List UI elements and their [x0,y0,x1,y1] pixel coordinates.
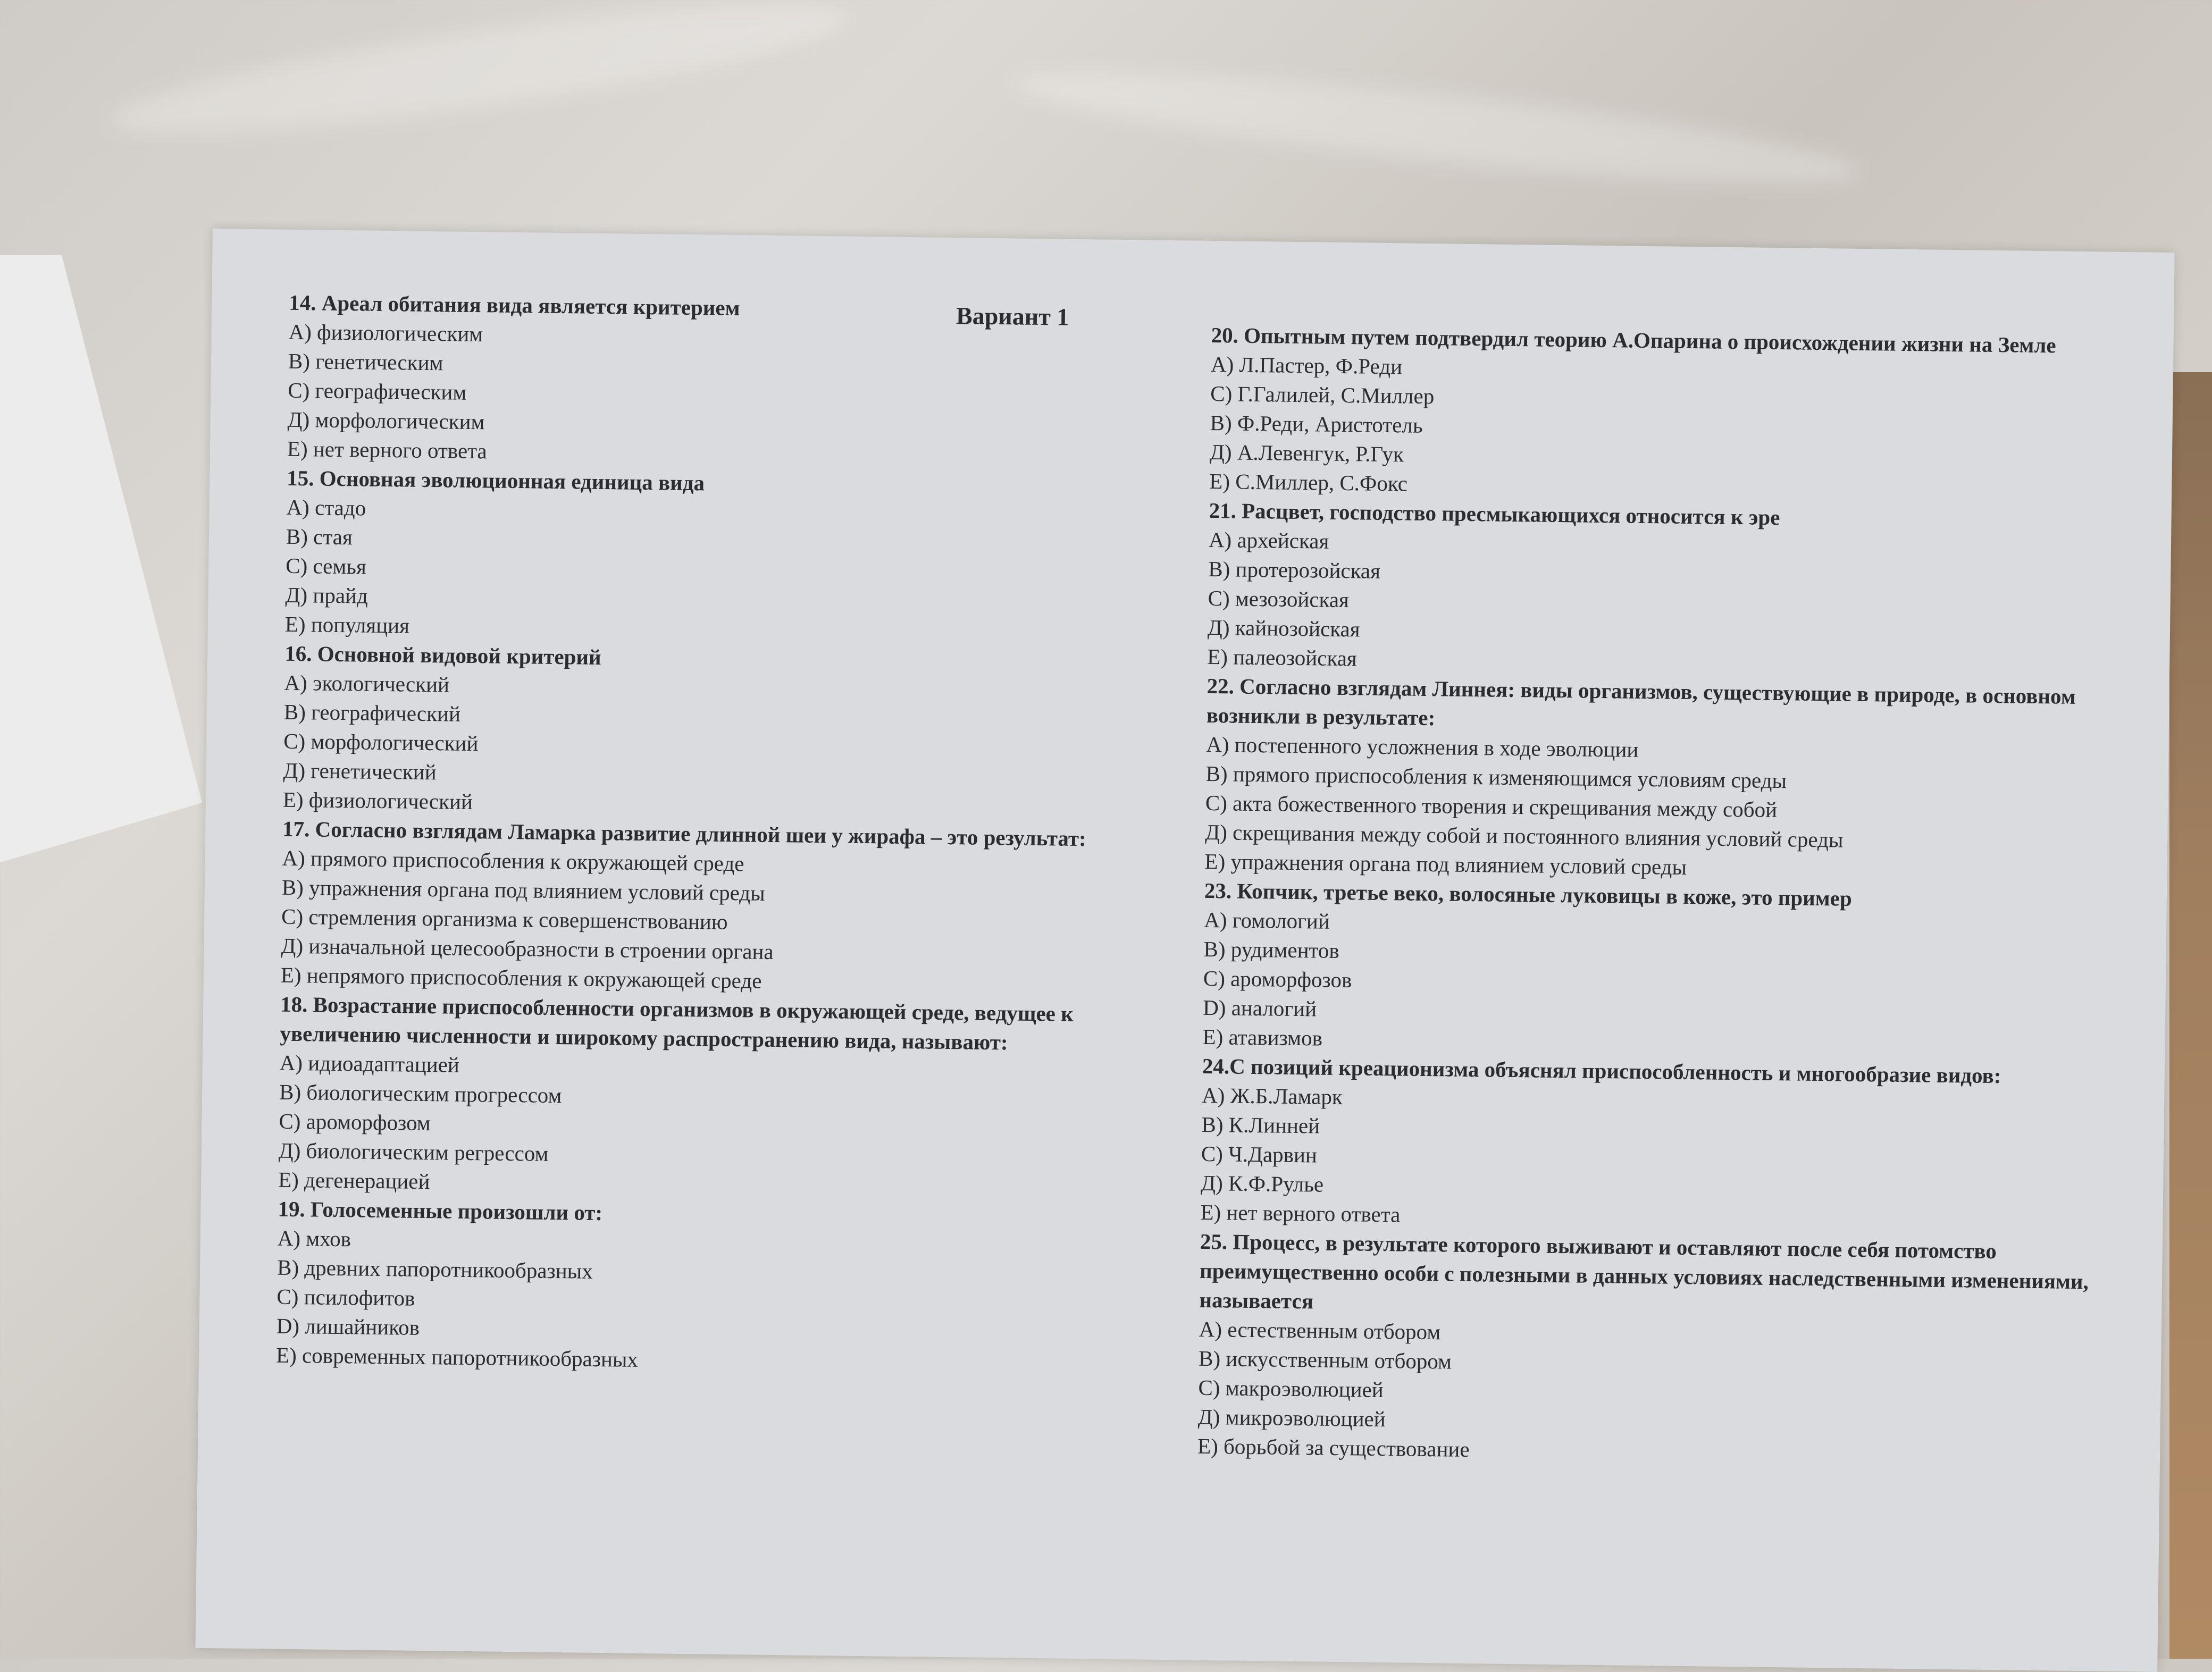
answer-option: Е) непрямого приспособления к окружающей среде [280,962,762,993]
answer-option: D) лишайников [276,1313,420,1340]
answer-option: С) ароморфозом [279,1108,431,1136]
answer-option: В) протерозойская [1208,556,1381,583]
answer-option: В) генетическим [288,348,443,375]
right-column [1197,321,2115,1472]
answer-option: А) стадо [286,494,366,520]
answer-option: Е) палеозойская [1207,644,1358,671]
test-sheet [195,229,2174,1672]
answer-option: А) Л.Пастер, Ф.Реди [1210,351,1403,379]
answer-option: А) естественным отбором [1199,1316,1441,1345]
answer-option: В) Ф.Реди, Аристотель [1210,410,1423,438]
answer-option: Е) С.Миллер, С.Фокс [1209,468,1408,496]
question-title: 17. Согласно взглядам Ламарка развитие длинной шеи у жирафа – это результат: [282,816,1086,851]
question-title: 21. Расцвет, господство пресмыкающихся относится к эре [1209,498,1780,530]
answer-option: А) идиоадаптацией [279,1050,460,1077]
answer-option: В) биологическим прогрессом [279,1079,562,1108]
answer-option: В) рудиментов [1203,936,1340,963]
question-title: 15. Основная эволюционная единица вида [287,465,705,495]
answer-option: Е) дегенерацией [278,1167,430,1194]
answer-option: D) аналогий [1202,995,1317,1021]
answer-option: Е) атавизмов [1202,1024,1323,1051]
answer-option: В) древних папоротникообразных [276,1255,593,1283]
answer-option: С) мезозойская [1208,585,1350,612]
answer-option: А) Ж.Б.Ламарк [1201,1082,1343,1110]
question-title: 20. Опытным путем подтвердил теорию А.Опарина о происхождении жизни на Земле [1211,322,2056,358]
answer-option: С) стремления организма к совершенствованию [281,904,728,934]
answer-option: С) Г.Галилей, С.Миллер [1210,381,1435,409]
answer-option: С) псилофитов [276,1284,415,1310]
question-title: 22. Согласно взглядам Линнея: виды организмов, существующие в природе, в основном возникли в результате: [1206,673,2076,730]
answer-option: С) акта божественного творения и скрещивания между собой [1205,790,1778,822]
question-title: 23. Копчик, третье веко, волосяные луковицы в коже, это пример [1204,878,1853,911]
answer-option: В) прямого приспособления к изменяющимся условиям среды [1205,761,1787,793]
answer-option: Д) микроэволюцией [1197,1404,1386,1432]
answer-option: А) мхов [277,1225,351,1251]
question-title: 16. Основной видовой критерий [284,641,601,669]
answer-option: Д) кайнозойская [1207,615,1360,642]
question-title: 19. Голосеменные произошли от: [278,1196,603,1225]
variant-title: Вариант 1 [956,302,1069,331]
answer-option: Е) нет верного ответа [1200,1199,1401,1227]
answer-option: Е) борьбой за существование [1197,1433,1470,1462]
answer-option: А) физиологическим [288,319,483,347]
answer-option: С) ароморфозов [1203,965,1352,993]
answer-option: Д) прайд [285,582,368,608]
answer-option: С) макроэволюцией [1198,1375,1384,1402]
answer-option: А) экологический [284,670,450,697]
answer-option: А) гомологий [1203,907,1330,934]
question-title: 24.С позиций креационизма объяснял приспособленность и многообразие видов: [1202,1053,2001,1088]
answer-option: Д) А.Левенгук, Р.Гук [1209,439,1404,467]
answer-option: Д) изначальной целесообразности в строении органа [281,933,774,964]
answer-option: В) географический [283,699,461,726]
left-column [276,288,1151,1381]
answer-option: Е) упражнения органа под влиянием условий среды [1204,848,1687,879]
table-edge [2169,372,2212,1659]
answer-option: С) морфологический [283,728,479,756]
answer-option: А) постепенного усложнения в ходе эволюции [1206,732,1639,762]
answer-option: А) прямого приспособления к окружающей среде [282,845,744,876]
question-title: 25. Процесс, в результате которого выживают и оставляют после себя потомство преимущественно особи с полезными в данных условиях наследственными изменениями, называется [1199,1229,2089,1314]
answer-option: В) искусственным отбором [1198,1346,1452,1374]
answer-option: Д) генетический [283,758,437,785]
answer-option: Д) биологическим регрессом [278,1138,549,1166]
answer-option: Е) современных папоротникообразных [275,1342,639,1372]
answer-option: А) архейская [1208,527,1329,553]
answer-option: С) географическим [288,377,467,405]
answer-option: С) семья [285,553,367,579]
question-title: 14. Ареал обитания вида является критерием [289,290,740,321]
answer-option: Д) морфологическим [287,407,485,434]
answer-option: Е) физиологический [282,787,473,814]
answer-option: Д) скрещивания между собой и постоянного влияния условий среды [1204,819,1844,852]
answer-option: С) Ч.Дарвин [1201,1141,1318,1167]
answer-option: В) упражнения органа под влиянием условий среды [281,875,765,905]
answer-option: Е) нет верного ответа [287,436,488,464]
answer-option: Д) К.Ф.Рулье [1200,1170,1324,1197]
answer-option: Е) популяция [284,611,410,638]
question-title: 18. Возрастание приспособленности организмов в окружающей среде, ведущее к увеличению численности и широкому распространению вида, называют: [280,992,1074,1055]
answer-option: В) К.Линней [1201,1112,1320,1138]
answer-option: В) стая [286,524,353,550]
background-paper-sheet [0,255,202,872]
